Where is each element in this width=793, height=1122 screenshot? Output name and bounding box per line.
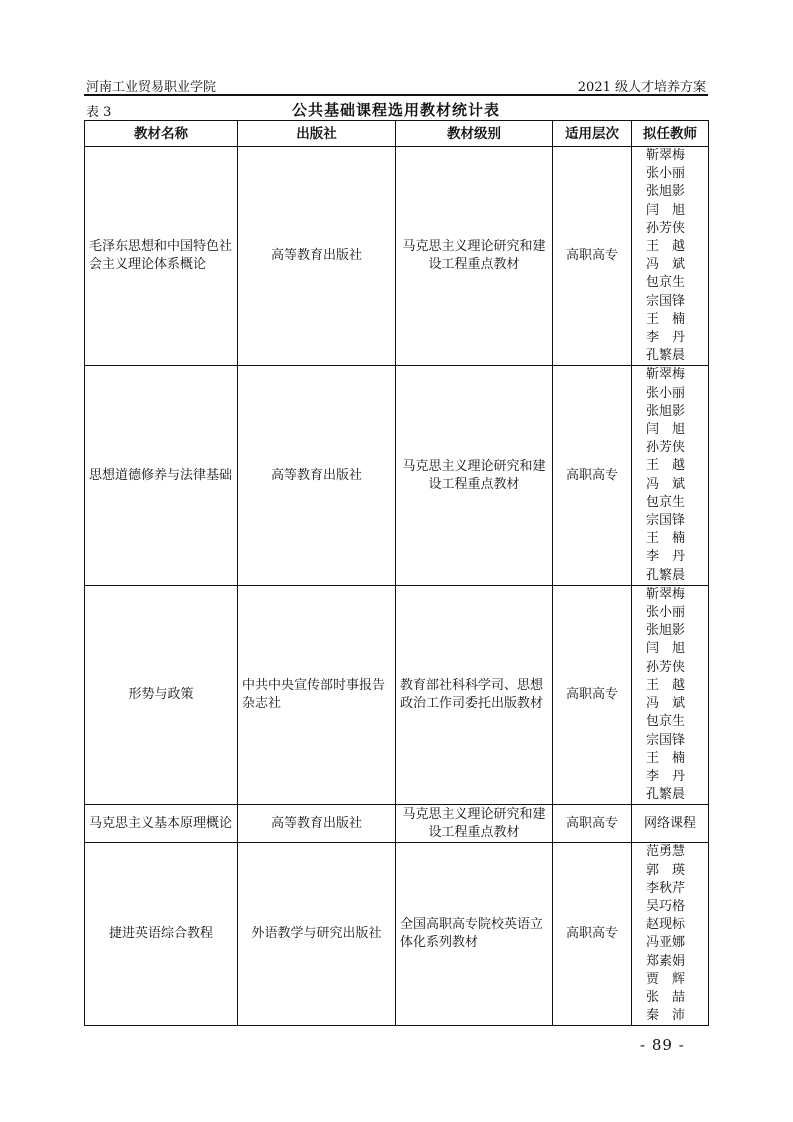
teacher-name: 宗国锋	[646, 513, 686, 529]
teacher-name: 冯 斌	[646, 696, 686, 712]
textbook-level: 马克思主义理论研究和建设工程重点教材	[396, 366, 553, 585]
table-row	[85, 843, 709, 1026]
textbook-name: 马克思主义基本原理概论	[85, 805, 238, 843]
teacher-name: 张 喆	[646, 989, 686, 1005]
column-header: 出版社	[238, 121, 396, 147]
applicable-scope: 高职高专	[553, 366, 632, 585]
applicable-scope: 高职高专	[553, 843, 632, 1026]
teacher-name: 吴巧格	[646, 898, 686, 914]
teacher-list	[632, 147, 709, 366]
teacher-name: 范勇慧	[646, 844, 686, 860]
teacher-name: 孙芳侠	[646, 440, 686, 456]
table-caption	[84, 99, 708, 119]
teacher-name: 冯 斌	[646, 476, 686, 492]
teacher-name: 王 楠	[646, 750, 686, 766]
teacher-name: 靳翠梅	[646, 586, 686, 602]
textbook-name: 捷进英语综合教程	[85, 843, 238, 1026]
teacher-name: 冯亚娜	[646, 935, 686, 951]
teacher-name: 王 楠	[646, 311, 686, 327]
table-row	[85, 366, 709, 585]
teacher-name: 张小丽	[646, 166, 686, 182]
teacher-name: 秦 沛	[646, 1008, 686, 1024]
textbook-name: 形势与政策	[85, 585, 238, 804]
teacher-name: 王 越	[646, 239, 686, 255]
teacher-name: 闫 旭	[646, 202, 686, 218]
teacher-list	[632, 843, 709, 1026]
textbook-level: 马克思主义理论研究和建设工程重点教材	[396, 805, 553, 843]
teacher-name: 孔繁晨	[646, 787, 686, 803]
teacher-name: 张小丽	[646, 385, 686, 401]
table-title: 公共基础课程选用教材统计表	[291, 101, 500, 119]
column-header: 教材名称	[85, 121, 238, 147]
teacher-name: 孙芳侠	[646, 659, 686, 675]
textbook-name: 思想道德修养与法律基础	[85, 366, 238, 585]
teacher-name: 孔繁晨	[646, 567, 686, 583]
textbook-name: 毛泽东思想和中国特色社会主义理论体系概论	[85, 147, 238, 366]
column-header: 拟任教师	[632, 121, 709, 147]
textbook-table	[84, 120, 709, 1026]
school-name: 河南工业贸易职业学院	[86, 80, 217, 95]
teacher-name: 张旭影	[646, 403, 686, 419]
teacher-list: 网络课程	[632, 805, 709, 843]
page-header	[84, 72, 708, 96]
textbook-level: 教育部社科科学司、思想政治工作司委托出版教材	[396, 585, 553, 804]
teacher-name: 孔繁晨	[646, 348, 686, 364]
teacher-name: 张旭影	[646, 623, 686, 639]
teacher-name: 冯 斌	[646, 257, 686, 273]
teacher-name: 张小丽	[646, 605, 686, 621]
teacher-name: 宗国锋	[646, 293, 686, 309]
teacher-name: 闫 旭	[646, 422, 686, 438]
teacher-name: 李秋芹	[646, 880, 686, 896]
teacher-list	[632, 366, 709, 585]
teacher-name: 李 丹	[646, 768, 686, 784]
program-title: 2021 级人才培养方案	[577, 80, 706, 95]
teacher-name: 赵现标	[646, 917, 686, 933]
applicable-scope: 高职高专	[553, 147, 632, 366]
column-header: 教材级别	[396, 121, 553, 147]
publisher: 中共中央宣传部时事报告杂志社	[238, 585, 396, 804]
textbook-level: 全国高职高专院校英语立体化系列教材	[396, 843, 553, 1026]
teacher-name: 贾 辉	[646, 971, 686, 987]
teacher-name: 闫 旭	[646, 641, 686, 657]
teacher-name: 包京生	[646, 275, 686, 291]
teacher-name: 孙芳侠	[646, 220, 686, 236]
teacher-name: 张旭影	[646, 184, 686, 200]
teacher-name: 靳翠梅	[646, 148, 686, 163]
publisher: 高等教育出版社	[238, 805, 396, 843]
column-header: 适用层次	[553, 121, 632, 147]
publisher: 外语教学与研究出版社	[238, 843, 396, 1026]
teacher-name: 李 丹	[646, 330, 686, 346]
teacher-name: 王 楠	[646, 531, 686, 547]
table-row	[85, 585, 709, 804]
publisher: 高等教育出版社	[238, 366, 396, 585]
applicable-scope: 高职高专	[553, 805, 632, 843]
page-number: - 89 -	[640, 1036, 685, 1054]
teacher-name: 王 越	[646, 677, 686, 693]
applicable-scope: 高职高专	[553, 585, 632, 804]
teacher-name: 郭 瑛	[646, 862, 686, 878]
textbook-level: 马克思主义理论研究和建设工程重点教材	[396, 147, 553, 366]
teacher-list	[632, 585, 709, 804]
table-header-row	[85, 121, 709, 147]
teacher-name: 郑素娟	[646, 953, 686, 969]
teacher-name: 包京生	[646, 714, 686, 730]
table-row	[85, 805, 709, 843]
teacher-name: 王 越	[646, 458, 686, 474]
teacher-name: 靳翠梅	[646, 367, 686, 383]
teacher-name: 包京生	[646, 494, 686, 510]
teacher-name: 宗国锋	[646, 732, 686, 748]
table-number: 表 3	[86, 105, 112, 120]
teacher-name: 李 丹	[646, 549, 686, 565]
publisher: 高等教育出版社	[238, 147, 396, 366]
table-row	[85, 147, 709, 366]
